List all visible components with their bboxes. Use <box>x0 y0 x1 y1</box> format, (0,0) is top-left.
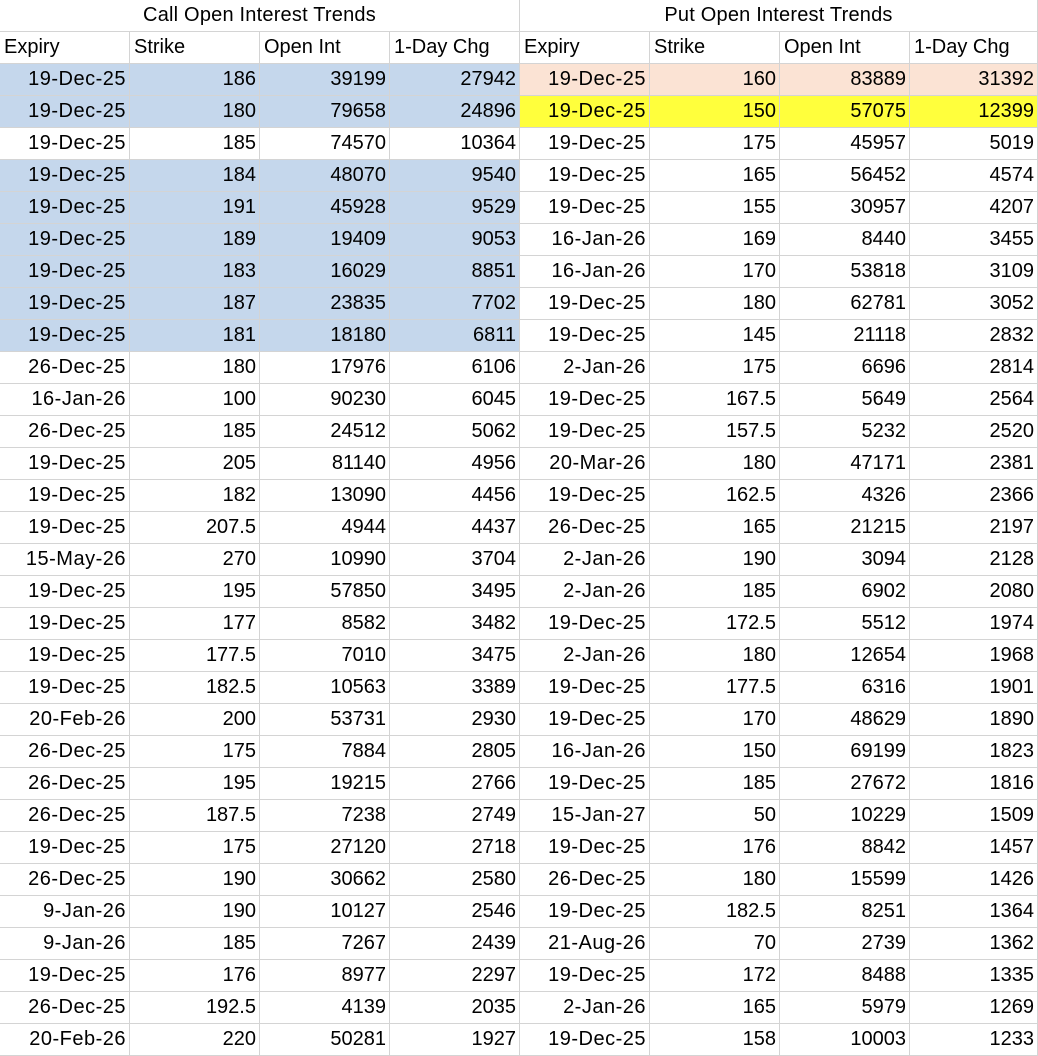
put-1-day-chg-cell[interactable]: 12399 <box>910 96 1038 128</box>
put-open-int-cell[interactable]: 21118 <box>780 320 910 352</box>
call-strike-cell[interactable]: 177 <box>130 608 260 640</box>
call-expiry-cell[interactable]: 26-Dec-25 <box>0 864 130 896</box>
put-open-int-cell[interactable]: 5649 <box>780 384 910 416</box>
put-expiry-cell[interactable]: 19-Dec-25 <box>520 480 650 512</box>
call-1-day-chg-cell[interactable]: 6045 <box>390 384 520 416</box>
put-1-day-chg-cell[interactable]: 1890 <box>910 704 1038 736</box>
put-1-day-chg-cell[interactable]: 2197 <box>910 512 1038 544</box>
call-open-int-cell[interactable]: 39199 <box>260 64 390 96</box>
call-strike-cell[interactable]: 187.5 <box>130 800 260 832</box>
put-expiry-cell[interactable]: 19-Dec-25 <box>520 896 650 928</box>
call-expiry-cell[interactable]: 19-Dec-25 <box>0 64 130 96</box>
put-strike-cell[interactable]: 158 <box>650 1024 780 1056</box>
put-open-int-cell[interactable]: 30957 <box>780 192 910 224</box>
call-expiry-cell[interactable]: 19-Dec-25 <box>0 640 130 672</box>
call-expiry-cell[interactable]: 26-Dec-25 <box>0 800 130 832</box>
put-expiry-cell[interactable]: 2-Jan-26 <box>520 352 650 384</box>
call-strike-cell[interactable]: 181 <box>130 320 260 352</box>
call-open-int-cell[interactable]: 19409 <box>260 224 390 256</box>
put-open-int-cell[interactable]: 6902 <box>780 576 910 608</box>
call-1-day-chg-cell[interactable]: 3482 <box>390 608 520 640</box>
call-open-int-cell[interactable]: 53731 <box>260 704 390 736</box>
put-expiry-cell[interactable]: 2-Jan-26 <box>520 544 650 576</box>
put-open-int-cell[interactable]: 6696 <box>780 352 910 384</box>
put-expiry-cell[interactable]: 19-Dec-25 <box>520 768 650 800</box>
put-expiry-cell[interactable]: 19-Dec-25 <box>520 64 650 96</box>
put-1-day-chg-cell[interactable]: 2814 <box>910 352 1038 384</box>
put-1-day-chg-cell[interactable]: 3455 <box>910 224 1038 256</box>
put-strike-cell[interactable]: 170 <box>650 704 780 736</box>
call-strike-cell[interactable]: 220 <box>130 1024 260 1056</box>
call-1-day-chg-cell[interactable]: 7702 <box>390 288 520 320</box>
put-expiry-cell[interactable]: 2-Jan-26 <box>520 992 650 1024</box>
call-strike-cell[interactable]: 185 <box>130 416 260 448</box>
put-1-day-chg-cell[interactable]: 4574 <box>910 160 1038 192</box>
put-open-int-cell[interactable]: 5232 <box>780 416 910 448</box>
call-strike-cell[interactable]: 184 <box>130 160 260 192</box>
put-expiry-cell[interactable]: 19-Dec-25 <box>520 1024 650 1056</box>
call-open-int-cell[interactable]: 18180 <box>260 320 390 352</box>
put-1-day-chg-cell[interactable]: 1426 <box>910 864 1038 896</box>
call-expiry-cell[interactable]: 19-Dec-25 <box>0 256 130 288</box>
call-expiry-cell[interactable]: 26-Dec-25 <box>0 736 130 768</box>
put-open-int-cell[interactable]: 5979 <box>780 992 910 1024</box>
call-1-day-chg-cell[interactable]: 2805 <box>390 736 520 768</box>
call-1-day-chg-cell[interactable]: 9053 <box>390 224 520 256</box>
put-open-int-cell[interactable]: 47171 <box>780 448 910 480</box>
put-strike-cell[interactable]: 145 <box>650 320 780 352</box>
call-1-day-chg-cell[interactable]: 27942 <box>390 64 520 96</box>
put-strike-cell[interactable]: 190 <box>650 544 780 576</box>
call-1-day-chg-cell[interactable]: 3475 <box>390 640 520 672</box>
call-expiry-cell[interactable]: 19-Dec-25 <box>0 480 130 512</box>
call-open-int-cell[interactable]: 24512 <box>260 416 390 448</box>
call-1-day-chg-cell[interactable]: 4456 <box>390 480 520 512</box>
call-1-day-chg-cell[interactable]: 3389 <box>390 672 520 704</box>
put-strike-cell[interactable]: 150 <box>650 96 780 128</box>
call-expiry-cell[interactable]: 20-Feb-26 <box>0 704 130 736</box>
call-open-int-cell[interactable]: 7010 <box>260 640 390 672</box>
call-header-expiry[interactable]: Expiry <box>0 32 130 64</box>
put-open-int-cell[interactable]: 12654 <box>780 640 910 672</box>
put-expiry-cell[interactable]: 26-Dec-25 <box>520 512 650 544</box>
put-expiry-cell[interactable]: 19-Dec-25 <box>520 608 650 640</box>
call-1-day-chg-cell[interactable]: 9540 <box>390 160 520 192</box>
call-open-int-cell[interactable]: 57850 <box>260 576 390 608</box>
call-open-int-cell[interactable]: 7884 <box>260 736 390 768</box>
call-header-strike[interactable]: Strike <box>130 32 260 64</box>
call-open-int-cell[interactable]: 17976 <box>260 352 390 384</box>
put-open-int-cell[interactable]: 5512 <box>780 608 910 640</box>
call-strike-cell[interactable]: 189 <box>130 224 260 256</box>
put-1-day-chg-cell[interactable]: 1233 <box>910 1024 1038 1056</box>
call-strike-cell[interactable]: 195 <box>130 576 260 608</box>
put-expiry-cell[interactable]: 19-Dec-25 <box>520 672 650 704</box>
put-1-day-chg-cell[interactable]: 5019 <box>910 128 1038 160</box>
call-strike-cell[interactable]: 185 <box>130 128 260 160</box>
call-expiry-cell[interactable]: 19-Dec-25 <box>0 448 130 480</box>
put-expiry-cell[interactable]: 2-Jan-26 <box>520 576 650 608</box>
put-open-int-cell[interactable]: 3094 <box>780 544 910 576</box>
call-1-day-chg-cell[interactable]: 24896 <box>390 96 520 128</box>
put-strike-cell[interactable]: 185 <box>650 576 780 608</box>
call-expiry-cell[interactable]: 19-Dec-25 <box>0 960 130 992</box>
call-1-day-chg-cell[interactable]: 4956 <box>390 448 520 480</box>
put-expiry-cell[interactable]: 16-Jan-26 <box>520 256 650 288</box>
put-expiry-cell[interactable]: 15-Jan-27 <box>520 800 650 832</box>
call-open-int-cell[interactable]: 19215 <box>260 768 390 800</box>
put-1-day-chg-cell[interactable]: 1362 <box>910 928 1038 960</box>
put-open-int-cell[interactable]: 83889 <box>780 64 910 96</box>
call-strike-cell[interactable]: 177.5 <box>130 640 260 672</box>
call-1-day-chg-cell[interactable]: 2439 <box>390 928 520 960</box>
put-expiry-cell[interactable]: 19-Dec-25 <box>520 96 650 128</box>
put-strike-cell[interactable]: 165 <box>650 512 780 544</box>
put-open-int-cell[interactable]: 56452 <box>780 160 910 192</box>
call-expiry-cell[interactable]: 19-Dec-25 <box>0 160 130 192</box>
call-expiry-cell[interactable]: 9-Jan-26 <box>0 928 130 960</box>
call-open-int-cell[interactable]: 7267 <box>260 928 390 960</box>
call-1-day-chg-cell[interactable]: 1927 <box>390 1024 520 1056</box>
call-strike-cell[interactable]: 180 <box>130 96 260 128</box>
put-expiry-cell[interactable]: 19-Dec-25 <box>520 416 650 448</box>
put-strike-cell[interactable]: 172.5 <box>650 608 780 640</box>
put-open-int-cell[interactable]: 4326 <box>780 480 910 512</box>
put-1-day-chg-cell[interactable]: 1335 <box>910 960 1038 992</box>
put-open-int-cell[interactable]: 10229 <box>780 800 910 832</box>
call-strike-cell[interactable]: 191 <box>130 192 260 224</box>
put-expiry-cell[interactable]: 19-Dec-25 <box>520 128 650 160</box>
put-open-int-cell[interactable]: 69199 <box>780 736 910 768</box>
call-open-int-cell[interactable]: 16029 <box>260 256 390 288</box>
call-strike-cell[interactable]: 190 <box>130 864 260 896</box>
put-strike-cell[interactable]: 165 <box>650 992 780 1024</box>
put-1-day-chg-cell[interactable]: 1974 <box>910 608 1038 640</box>
put-header-expiry[interactable]: Expiry <box>520 32 650 64</box>
put-strike-cell[interactable]: 172 <box>650 960 780 992</box>
put-1-day-chg-cell[interactable]: 1968 <box>910 640 1038 672</box>
put-1-day-chg-cell[interactable]: 1364 <box>910 896 1038 928</box>
call-open-int-cell[interactable]: 79658 <box>260 96 390 128</box>
call-table-title[interactable]: Call Open Interest Trends <box>0 0 520 32</box>
put-1-day-chg-cell[interactable]: 1901 <box>910 672 1038 704</box>
put-open-int-cell[interactable]: 15599 <box>780 864 910 896</box>
put-header-strike[interactable]: Strike <box>650 32 780 64</box>
put-header-1-day-chg[interactable]: 1-Day Chg <box>910 32 1038 64</box>
call-strike-cell[interactable]: 185 <box>130 928 260 960</box>
put-1-day-chg-cell[interactable]: 1509 <box>910 800 1038 832</box>
call-open-int-cell[interactable]: 30662 <box>260 864 390 896</box>
call-strike-cell[interactable]: 183 <box>130 256 260 288</box>
call-open-int-cell[interactable]: 10990 <box>260 544 390 576</box>
call-open-int-cell[interactable]: 8977 <box>260 960 390 992</box>
put-expiry-cell[interactable]: 2-Jan-26 <box>520 640 650 672</box>
put-strike-cell[interactable]: 176 <box>650 832 780 864</box>
call-strike-cell[interactable]: 175 <box>130 736 260 768</box>
call-expiry-cell[interactable]: 19-Dec-25 <box>0 512 130 544</box>
call-1-day-chg-cell[interactable]: 3495 <box>390 576 520 608</box>
put-1-day-chg-cell[interactable]: 2128 <box>910 544 1038 576</box>
call-open-int-cell[interactable]: 10127 <box>260 896 390 928</box>
call-strike-cell[interactable]: 186 <box>130 64 260 96</box>
put-strike-cell[interactable]: 150 <box>650 736 780 768</box>
put-expiry-cell[interactable]: 19-Dec-25 <box>520 960 650 992</box>
call-expiry-cell[interactable]: 19-Dec-25 <box>0 192 130 224</box>
put-expiry-cell[interactable]: 19-Dec-25 <box>520 288 650 320</box>
call-1-day-chg-cell[interactable]: 2297 <box>390 960 520 992</box>
put-open-int-cell[interactable]: 21215 <box>780 512 910 544</box>
put-strike-cell[interactable]: 160 <box>650 64 780 96</box>
call-1-day-chg-cell[interactable]: 6811 <box>390 320 520 352</box>
call-1-day-chg-cell[interactable]: 5062 <box>390 416 520 448</box>
put-open-int-cell[interactable]: 2739 <box>780 928 910 960</box>
call-expiry-cell[interactable]: 19-Dec-25 <box>0 672 130 704</box>
put-1-day-chg-cell[interactable]: 2366 <box>910 480 1038 512</box>
call-strike-cell[interactable]: 190 <box>130 896 260 928</box>
call-open-int-cell[interactable]: 81140 <box>260 448 390 480</box>
put-open-int-cell[interactable]: 6316 <box>780 672 910 704</box>
put-open-int-cell[interactable]: 27672 <box>780 768 910 800</box>
call-strike-cell[interactable]: 100 <box>130 384 260 416</box>
call-1-day-chg-cell[interactable]: 6106 <box>390 352 520 384</box>
put-1-day-chg-cell[interactable]: 1269 <box>910 992 1038 1024</box>
put-table-title[interactable]: Put Open Interest Trends <box>520 0 1038 32</box>
call-expiry-cell[interactable]: 19-Dec-25 <box>0 832 130 864</box>
call-strike-cell[interactable]: 187 <box>130 288 260 320</box>
call-strike-cell[interactable]: 270 <box>130 544 260 576</box>
put-strike-cell[interactable]: 157.5 <box>650 416 780 448</box>
put-expiry-cell[interactable]: 16-Jan-26 <box>520 224 650 256</box>
call-1-day-chg-cell[interactable]: 2749 <box>390 800 520 832</box>
put-1-day-chg-cell[interactable]: 1823 <box>910 736 1038 768</box>
call-strike-cell[interactable]: 182.5 <box>130 672 260 704</box>
call-open-int-cell[interactable]: 8582 <box>260 608 390 640</box>
put-open-int-cell[interactable]: 45957 <box>780 128 910 160</box>
put-open-int-cell[interactable]: 57075 <box>780 96 910 128</box>
call-1-day-chg-cell[interactable]: 2718 <box>390 832 520 864</box>
call-strike-cell[interactable]: 192.5 <box>130 992 260 1024</box>
call-1-day-chg-cell[interactable]: 2930 <box>390 704 520 736</box>
put-open-int-cell[interactable]: 10003 <box>780 1024 910 1056</box>
put-expiry-cell[interactable]: 19-Dec-25 <box>520 160 650 192</box>
call-expiry-cell[interactable]: 19-Dec-25 <box>0 576 130 608</box>
put-strike-cell[interactable]: 177.5 <box>650 672 780 704</box>
call-1-day-chg-cell[interactable]: 3704 <box>390 544 520 576</box>
put-open-int-cell[interactable]: 8251 <box>780 896 910 928</box>
put-1-day-chg-cell[interactable]: 1816 <box>910 768 1038 800</box>
call-header-1-day-chg[interactable]: 1-Day Chg <box>390 32 520 64</box>
put-strike-cell[interactable]: 162.5 <box>650 480 780 512</box>
put-expiry-cell[interactable]: 19-Dec-25 <box>520 704 650 736</box>
put-strike-cell[interactable]: 180 <box>650 448 780 480</box>
put-strike-cell[interactable]: 182.5 <box>650 896 780 928</box>
call-expiry-cell[interactable]: 26-Dec-25 <box>0 416 130 448</box>
call-open-int-cell[interactable]: 10563 <box>260 672 390 704</box>
call-open-int-cell[interactable]: 7238 <box>260 800 390 832</box>
put-1-day-chg-cell[interactable]: 2080 <box>910 576 1038 608</box>
put-strike-cell[interactable]: 185 <box>650 768 780 800</box>
call-expiry-cell[interactable]: 19-Dec-25 <box>0 128 130 160</box>
call-open-int-cell[interactable]: 45928 <box>260 192 390 224</box>
put-1-day-chg-cell[interactable]: 3052 <box>910 288 1038 320</box>
call-header-open-int[interactable]: Open Int <box>260 32 390 64</box>
call-expiry-cell[interactable]: 16-Jan-26 <box>0 384 130 416</box>
call-strike-cell[interactable]: 175 <box>130 832 260 864</box>
put-open-int-cell[interactable]: 8440 <box>780 224 910 256</box>
put-strike-cell[interactable]: 165 <box>650 160 780 192</box>
put-open-int-cell[interactable]: 8488 <box>780 960 910 992</box>
call-strike-cell[interactable]: 180 <box>130 352 260 384</box>
put-1-day-chg-cell[interactable]: 4207 <box>910 192 1038 224</box>
call-open-int-cell[interactable]: 27120 <box>260 832 390 864</box>
put-open-int-cell[interactable]: 8842 <box>780 832 910 864</box>
call-strike-cell[interactable]: 195 <box>130 768 260 800</box>
put-expiry-cell[interactable]: 16-Jan-26 <box>520 736 650 768</box>
call-expiry-cell[interactable]: 19-Dec-25 <box>0 96 130 128</box>
call-open-int-cell[interactable]: 13090 <box>260 480 390 512</box>
put-1-day-chg-cell[interactable]: 2564 <box>910 384 1038 416</box>
put-1-day-chg-cell[interactable]: 2520 <box>910 416 1038 448</box>
call-open-int-cell[interactable]: 50281 <box>260 1024 390 1056</box>
call-1-day-chg-cell[interactable]: 9529 <box>390 192 520 224</box>
put-open-int-cell[interactable]: 53818 <box>780 256 910 288</box>
put-expiry-cell[interactable]: 20-Mar-26 <box>520 448 650 480</box>
call-expiry-cell[interactable]: 19-Dec-25 <box>0 320 130 352</box>
call-expiry-cell[interactable]: 19-Dec-25 <box>0 224 130 256</box>
call-1-day-chg-cell[interactable]: 4437 <box>390 512 520 544</box>
put-strike-cell[interactable]: 155 <box>650 192 780 224</box>
call-strike-cell[interactable]: 176 <box>130 960 260 992</box>
call-strike-cell[interactable]: 207.5 <box>130 512 260 544</box>
put-strike-cell[interactable]: 169 <box>650 224 780 256</box>
call-open-int-cell[interactable]: 48070 <box>260 160 390 192</box>
put-1-day-chg-cell[interactable]: 3109 <box>910 256 1038 288</box>
call-open-int-cell[interactable]: 4139 <box>260 992 390 1024</box>
call-1-day-chg-cell[interactable]: 8851 <box>390 256 520 288</box>
put-strike-cell[interactable]: 175 <box>650 352 780 384</box>
put-expiry-cell[interactable]: 19-Dec-25 <box>520 832 650 864</box>
put-expiry-cell[interactable]: 19-Dec-25 <box>520 320 650 352</box>
put-open-int-cell[interactable]: 48629 <box>780 704 910 736</box>
put-1-day-chg-cell[interactable]: 31392 <box>910 64 1038 96</box>
call-expiry-cell[interactable]: 26-Dec-25 <box>0 768 130 800</box>
call-1-day-chg-cell[interactable]: 2766 <box>390 768 520 800</box>
call-strike-cell[interactable]: 182 <box>130 480 260 512</box>
call-expiry-cell[interactable]: 19-Dec-25 <box>0 608 130 640</box>
put-1-day-chg-cell[interactable]: 1457 <box>910 832 1038 864</box>
put-strike-cell[interactable]: 70 <box>650 928 780 960</box>
put-expiry-cell[interactable]: 19-Dec-25 <box>520 192 650 224</box>
call-1-day-chg-cell[interactable]: 2580 <box>390 864 520 896</box>
put-expiry-cell[interactable]: 19-Dec-25 <box>520 384 650 416</box>
put-strike-cell[interactable]: 180 <box>650 864 780 896</box>
call-open-int-cell[interactable]: 23835 <box>260 288 390 320</box>
call-strike-cell[interactable]: 205 <box>130 448 260 480</box>
put-strike-cell[interactable]: 180 <box>650 640 780 672</box>
call-1-day-chg-cell[interactable]: 2035 <box>390 992 520 1024</box>
put-expiry-cell[interactable]: 21-Aug-26 <box>520 928 650 960</box>
call-expiry-cell[interactable]: 26-Dec-25 <box>0 992 130 1024</box>
put-expiry-cell[interactable]: 26-Dec-25 <box>520 864 650 896</box>
put-strike-cell[interactable]: 167.5 <box>650 384 780 416</box>
put-strike-cell[interactable]: 50 <box>650 800 780 832</box>
put-strike-cell[interactable]: 175 <box>650 128 780 160</box>
put-strike-cell[interactable]: 180 <box>650 288 780 320</box>
put-1-day-chg-cell[interactable]: 2832 <box>910 320 1038 352</box>
put-strike-cell[interactable]: 170 <box>650 256 780 288</box>
call-expiry-cell[interactable]: 15-May-26 <box>0 544 130 576</box>
put-1-day-chg-cell[interactable]: 2381 <box>910 448 1038 480</box>
call-expiry-cell[interactable]: 26-Dec-25 <box>0 352 130 384</box>
call-expiry-cell[interactable]: 19-Dec-25 <box>0 288 130 320</box>
call-1-day-chg-cell[interactable]: 10364 <box>390 128 520 160</box>
call-open-int-cell[interactable]: 74570 <box>260 128 390 160</box>
call-open-int-cell[interactable]: 90230 <box>260 384 390 416</box>
call-strike-cell[interactable]: 200 <box>130 704 260 736</box>
call-expiry-cell[interactable]: 9-Jan-26 <box>0 896 130 928</box>
put-header-open-int[interactable]: Open Int <box>780 32 910 64</box>
call-expiry-cell[interactable]: 20-Feb-26 <box>0 1024 130 1056</box>
call-1-day-chg-cell[interactable]: 2546 <box>390 896 520 928</box>
call-open-int-cell[interactable]: 4944 <box>260 512 390 544</box>
put-open-int-cell[interactable]: 62781 <box>780 288 910 320</box>
